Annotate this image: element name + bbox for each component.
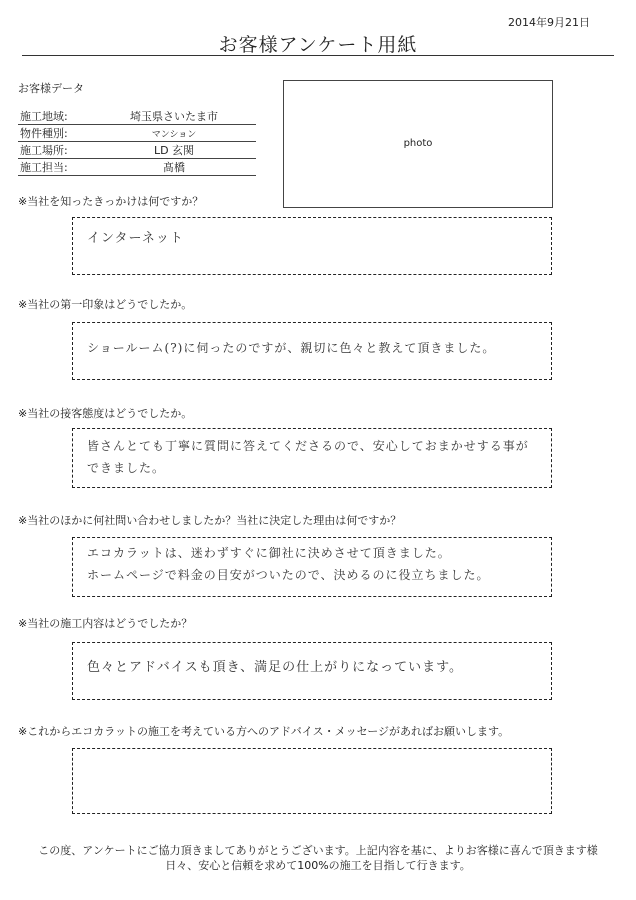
customer-data-heading: お客様データ bbox=[18, 82, 84, 95]
question-4: ※当社のほかに何社問い合わせしましたか？当社に決定した理由は何ですか？ bbox=[18, 514, 402, 527]
question-1: ※当社を知ったきっかけは何ですか？ bbox=[18, 195, 204, 208]
question-2: ※当社の第一印象はどうでしたか。 bbox=[18, 298, 193, 311]
page-title: お客様アンケート用紙 bbox=[218, 34, 418, 56]
answer-2-line-1: ショールーム(?)に伺ったのですが、親切に色々と教えて頂きました。 bbox=[87, 341, 496, 355]
footer-line-2: 日々、安心と信頼を求めて100%の施工を目指して行きます。 bbox=[165, 859, 471, 872]
answer-3-line-2: できました。 bbox=[87, 461, 166, 475]
info-row-location bbox=[18, 142, 256, 159]
customer-info-table bbox=[18, 108, 256, 176]
answer-box-3 bbox=[72, 428, 552, 488]
info-row-area bbox=[18, 108, 256, 125]
photo-frame bbox=[283, 80, 553, 208]
info-label: 施工場所: bbox=[18, 142, 92, 159]
answer-box-2 bbox=[72, 322, 552, 380]
answer-box-4 bbox=[72, 537, 552, 597]
info-value: 埼玉県さいたま市 bbox=[92, 108, 256, 125]
info-label: 施工担当: bbox=[18, 159, 92, 176]
answer-1-line-1: インターネット bbox=[87, 231, 184, 246]
survey-date: 2014年9月21日 bbox=[508, 16, 590, 29]
answer-box-1 bbox=[72, 217, 552, 275]
photo-label: photo bbox=[403, 138, 433, 149]
footer-line-1: この度、アンケートにご協力頂きましてありがとうございます。上記内容を基に、よりお客様に喜んで頂きます様 bbox=[38, 844, 598, 857]
info-value: LD 玄関 bbox=[92, 142, 256, 159]
answer-4-line-1: エコカラットは、迷わずすぐに御社に決めさせて頂きました。 bbox=[87, 546, 451, 560]
question-6: ※これからエコカラットの施工を考えている方へのアドバイス・メッセージがあればお願いします。 bbox=[18, 725, 510, 738]
answer-box-5 bbox=[72, 642, 552, 700]
info-value: マンション bbox=[92, 125, 256, 142]
question-5: ※当社の施工内容はどうでしたか？ bbox=[18, 617, 193, 630]
question-3: ※当社の接客態度はどうでしたか。 bbox=[18, 407, 193, 420]
answer-4-line-2: ホームページで料金の目安がついたので、決めるのに役立ちました。 bbox=[87, 568, 490, 582]
answer-box-6 bbox=[72, 748, 552, 814]
info-row-staff bbox=[18, 159, 256, 176]
info-value: 髙橋 bbox=[92, 159, 256, 176]
info-label: 物件種別: bbox=[18, 125, 92, 142]
answer-3-line-1: 皆さんとても丁寧に質問に答えてくださるので、安心しておまかせする事が bbox=[87, 439, 529, 453]
info-label: 施工地域: bbox=[18, 108, 92, 125]
info-row-property bbox=[18, 125, 256, 142]
answer-5-line-1: 色々とアドバイスも頂き、満足の仕上がりになっています。 bbox=[87, 660, 464, 675]
footer-message bbox=[0, 843, 636, 873]
title-divider bbox=[22, 55, 614, 56]
